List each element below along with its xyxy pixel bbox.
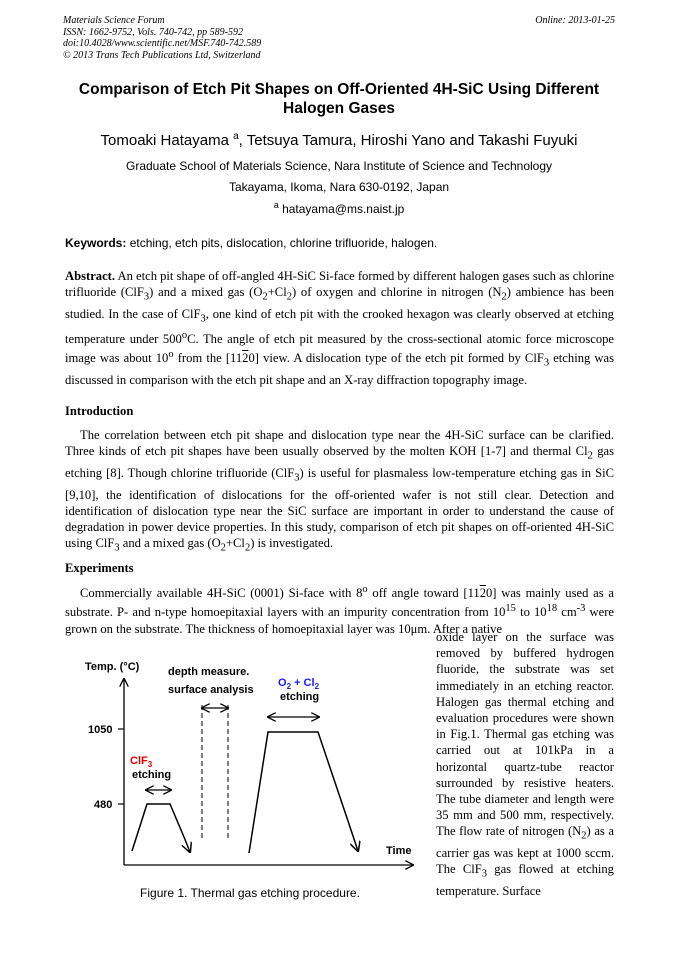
- affiliation: Graduate School of Materials Science, Nara Institute of Science and Technology: [125, 159, 553, 173]
- abstract: Abstract. An etch pit shape of off-angled 4H-SiC Si-face formed by different halogen gases such as chlorine trifluoride (ClF$_3$) and a mixed gas $(O_2+Cl_2)$ of oxygen and chlorine in nitrogen $(N_2)$ ambience has been studied. In the case of ClF$_3$, one kind of etch pit with the crooked hexagon was clearly observed at etching temperature under 500$^o$C. The angle of etch pit measured by the cross-sectional atomic force microscope image was about 10$^o$ from the [1120] view. A dislocation type of the etch pit formed by ClF$_3$ etching was discussed in comparison with the etch pit shape and an X-ray diffraction topography image.: [65, 269, 615, 387]
- y-axis-label: Temp. (°C): [85, 661, 140, 673]
- depth-measure-label: depth measure.: [168, 666, 250, 678]
- figure-1-diagram: [80, 655, 420, 895]
- authors: Tomoaki Hatayama $^a$, Tetsuya Tamura, Hiroshi Yano and Takashi Fuyuki: [100, 131, 578, 149]
- o2cl2-etching-label: etching: [280, 691, 320, 703]
- copyright: © 2013 Trans Tech Publications Ltd, Switzerland: [63, 49, 261, 61]
- clf3-profile: [132, 804, 184, 851]
- keywords: Keywords: etching, etch pits, dislocation, chlorine trifluoride, halogen.: [65, 236, 438, 250]
- clf3-etching-label: etching: [132, 769, 172, 781]
- intro-heading: Introduction: [65, 404, 134, 418]
- email[interactable]: $^a$ hatayama@ms.naist.jp: [273, 200, 405, 216]
- experiments-heading: Experiments: [65, 561, 134, 575]
- figure-1-caption: Figure 1. Thermal gas etching procedure.: [140, 886, 360, 900]
- experiments-column-text: oxide layer on the surface was removed by buffered hydrogen fluoride, the substrate was set immediately in an etching reactor. Halogen gas thermal etching and evaluation procedures were shown in Fig.1. Thermal gas etching was carried out at 101kPa in a horizontal quartz-tube reactor surrounded by resistive heaters. The tube diameter and length were 35 mm and 500 mm, respectively. The flow rate of nitrogen $(N_2)$ as a carrier gas was kept at 1000 sccm. The ClF$_3$ gas flowed at etching temperature. Surface: [436, 630, 614, 899]
- o2cl2-cooling-arrow: [348, 821, 358, 851]
- online-date: Online: 2013-01-25: [535, 15, 615, 26]
- experiments-text: Commercially available 4H-SiC (0001) Si-face with 8$^o$ off angle toward [1120] was mainly used as a substrate. P- and n-type homoepitaxial layers with an impurity concentration from $10^{15}$ to $10^{18}$ $cm^{-3}$ were grown on the substrate. The thickness of homoepitaxial layer was 10μm. After a native: [65, 584, 615, 636]
- address: Takayama, Ikoma, Nara 630-0192, Japan: [228, 180, 450, 194]
- journal-name: Materials Science Forum: [63, 15, 165, 26]
- o2cl2-label: $O_2 + Cl_2$: [278, 677, 320, 691]
- x-axis-label: Time: [386, 845, 412, 857]
- clf3-cooling-arrow: [184, 837, 190, 852]
- paper-title: Comparison of Etch Pit Shapes on Off-Oriented 4H-SiC Using Different Halogen Gases: [78, 81, 600, 117]
- tick-label-480: 480: [94, 799, 113, 811]
- o2cl2-profile: [249, 732, 348, 853]
- doi: doi:10.4028/www.scientific.net/MSF.740-742.589: [63, 38, 262, 49]
- issn: ISSN: 1662-9752, Vols. 740-742, pp 589-592: [63, 26, 243, 38]
- tick-label-1050: 1050: [88, 724, 113, 736]
- journal-header: [63, 15, 615, 61]
- intro-text: The correlation between etch pit shape and dislocation type near the 4H-SiC surface can be clarified. Three kinds of etch pit shapes have been usually observed by the molten KOH [1-7] and thermal $Cl_2$ gas etching [8]. Though chlorine trifluoride (ClF$_3$) is useful for plasmaless low-temperature etching gas in SiC [9,10], the identification of dislocations for the off-oriented wafer is not still clear. Detection and identification of dislocation type near the SiC surface are important in order to understand the cause of degradation in power device properties. In this study, comparison of etch pit shapes on off-oriented 4H-SiC using ClF$_3$ and a mixed gas $(O_2+Cl_2)$ is investigated.: [65, 428, 614, 554]
- surface-analysis-label: surface analysis: [168, 684, 254, 696]
- clf3-label: ClF$_3$: [130, 755, 153, 769]
